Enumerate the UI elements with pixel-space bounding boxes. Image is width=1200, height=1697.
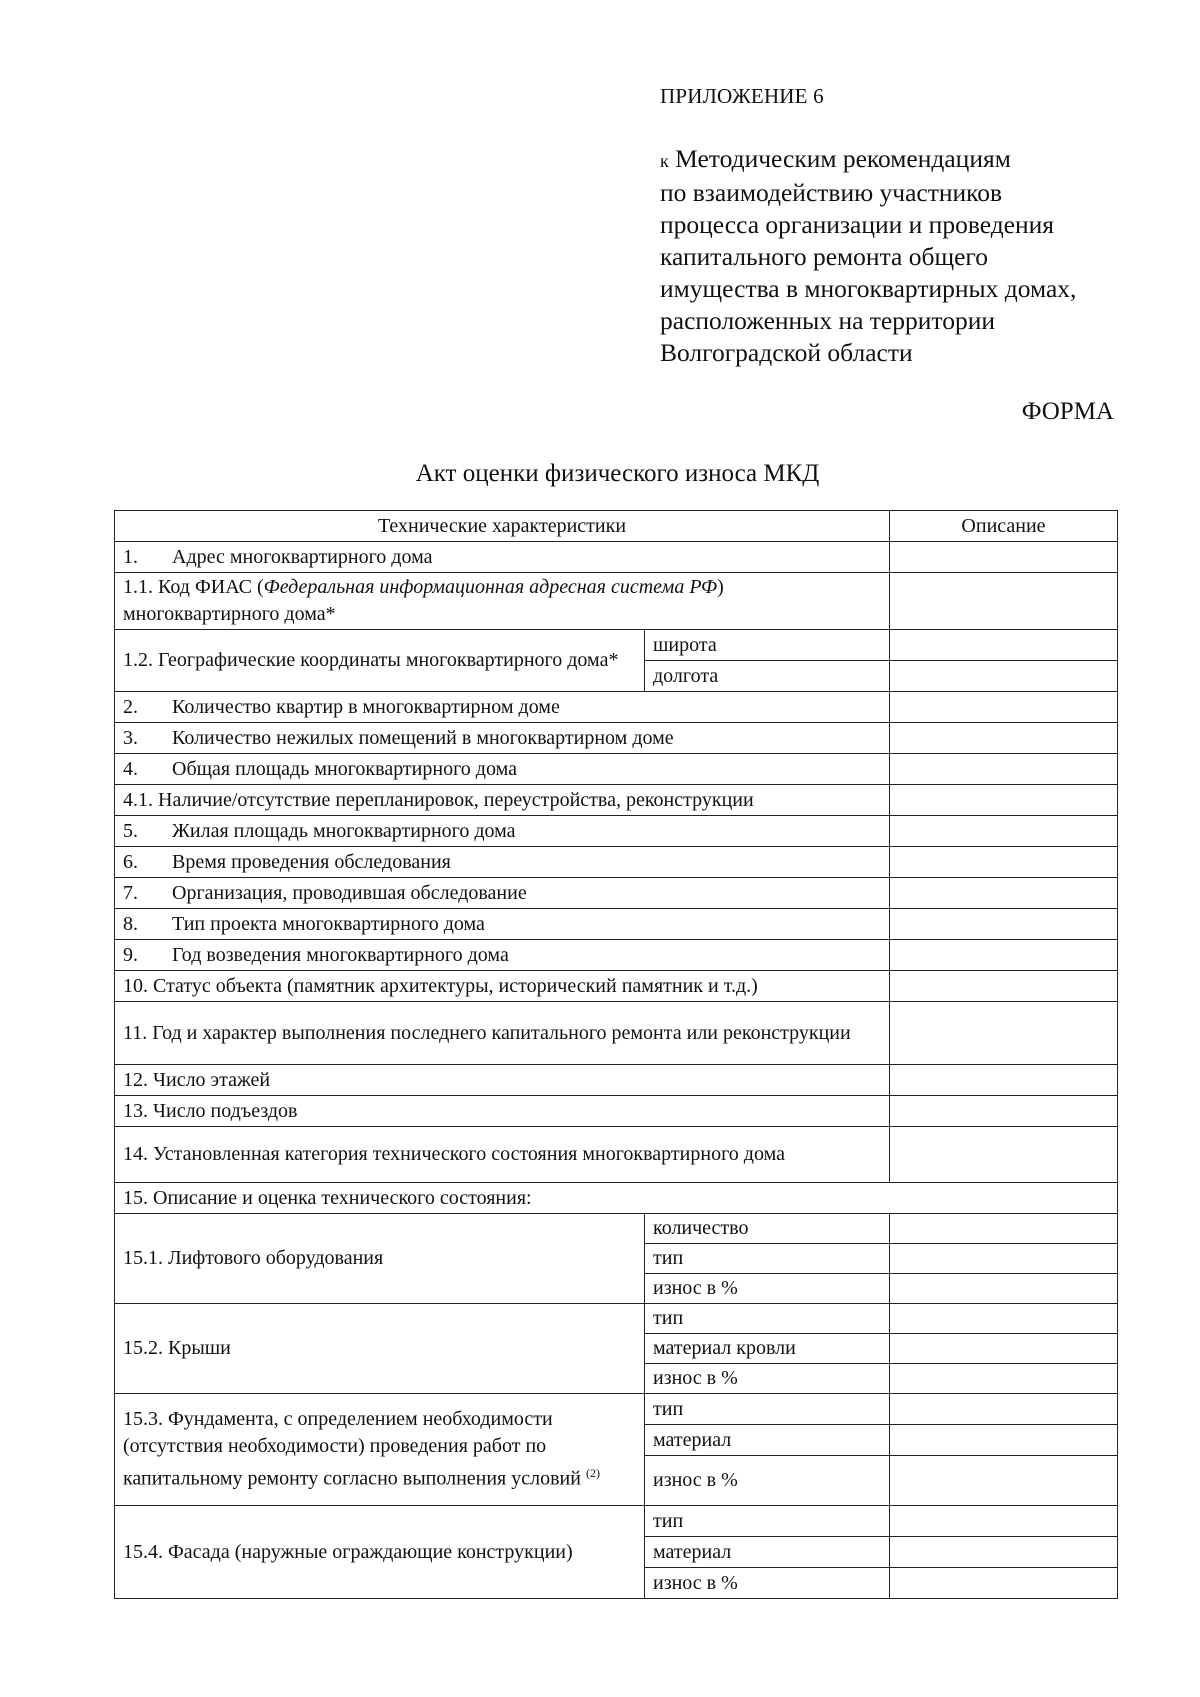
row-15-4-material-value[interactable] — [890, 1537, 1118, 1568]
row-1-1-post: ) — [717, 576, 724, 598]
row-6-num: 6. — [123, 850, 138, 873]
row-14-value[interactable] — [890, 1127, 1118, 1183]
row-6-value[interactable] — [890, 847, 1118, 878]
row-7-label — [115, 878, 890, 909]
row-13-label: 13. Число подъездов — [115, 1096, 890, 1127]
row-2-label — [115, 692, 890, 723]
row-5-text: Жилая площадь многоквартирного дома — [172, 819, 516, 842]
row-15-1-type-value[interactable] — [890, 1244, 1118, 1274]
row-6-label — [115, 847, 890, 878]
row-2-num: 2. — [123, 695, 138, 718]
row-1-num: 1. — [123, 545, 138, 568]
row-15-1-wear-value[interactable] — [890, 1274, 1118, 1304]
table-row — [115, 542, 1118, 573]
row-15-2-sub-wear: износ в % — [645, 1364, 890, 1394]
table-row — [115, 1304, 1118, 1334]
row-12-value[interactable] — [890, 1065, 1118, 1096]
row-6-text: Время проведения обследования — [172, 850, 451, 873]
row-15-1-sub-type: тип — [645, 1244, 890, 1274]
table-header-row — [115, 511, 1118, 542]
row-15-3-wear-value[interactable] — [890, 1456, 1118, 1506]
row-1-1-value[interactable] — [890, 573, 1118, 630]
row-3-text: Количество нежилых помещений в многоквартирном доме — [172, 726, 674, 749]
row-15-3-sub-wear: износ в % — [645, 1456, 890, 1506]
row-12-label: 12. Число этажей — [115, 1065, 890, 1096]
row-1-2-latitude-value[interactable] — [890, 630, 1118, 661]
appendix-label: ПРИЛОЖЕНИЕ 6 — [660, 84, 824, 108]
table-row — [115, 940, 1118, 971]
row-5-value[interactable] — [890, 816, 1118, 847]
row-15-1-sub-wear: износ в % — [645, 1274, 890, 1304]
row-9-label — [115, 940, 890, 971]
row-1-1-italic: Федеральная информационная адресная система РФ — [263, 576, 718, 598]
row-7-text: Организация, проводившая обследование — [172, 881, 527, 904]
table-row — [115, 971, 1118, 1002]
row-1-2-sub-longitude: долгота — [645, 661, 890, 692]
ref-prefix: к — [660, 151, 669, 171]
ref-line-0-text: Методическим рекомендациям — [675, 144, 1011, 173]
row-15-2-type-value[interactable] — [890, 1304, 1118, 1334]
appendix-reference — [660, 143, 1076, 369]
row-1-value[interactable] — [890, 542, 1118, 573]
table-row — [115, 692, 1118, 723]
table-row — [115, 630, 1118, 661]
row-11-value[interactable] — [890, 1002, 1118, 1065]
row-4-value[interactable] — [890, 754, 1118, 785]
ref-line-1: по взаимодействию участников — [660, 178, 1003, 207]
row-2-value[interactable] — [890, 692, 1118, 723]
row-15-4-sub-material: материал — [645, 1537, 890, 1568]
row-14-label: 14. Установленная категория технического состояния многоквартирного дома — [115, 1127, 890, 1183]
row-10-value[interactable] — [890, 971, 1118, 1002]
row-15-4-sub-type: тип — [645, 1506, 890, 1537]
col-header-description: Описание — [890, 511, 1118, 542]
row-8-label — [115, 909, 890, 940]
assessment-table — [114, 510, 1118, 1599]
table-row — [115, 847, 1118, 878]
ref-line-4: имущества в многоквартирных домах, — [660, 274, 1077, 303]
ref-line-5: расположенных на территории — [660, 306, 995, 335]
table-row — [115, 1127, 1118, 1183]
row-5-label — [115, 816, 890, 847]
row-4-num: 4. — [123, 757, 138, 780]
row-4-text: Общая площадь многоквартирного дома — [172, 757, 517, 780]
table-row — [115, 785, 1118, 816]
table-row — [115, 816, 1118, 847]
row-15-1-label: 15.1. Лифтового оборудования — [115, 1214, 645, 1304]
row-15-2-sub-type: тип — [645, 1304, 890, 1334]
row-8-text: Тип проекта многоквартирного дома — [172, 912, 485, 935]
row-2-text: Количество квартир в многоквартирном доме — [172, 695, 560, 718]
row-15-4-sub-wear: износ в % — [645, 1568, 890, 1599]
row-9-value[interactable] — [890, 940, 1118, 971]
row-3-value[interactable] — [890, 723, 1118, 754]
row-1-2-label: 1.2. Географические координаты многоквартирного дома* — [115, 630, 645, 692]
table-row — [115, 723, 1118, 754]
row-15-3-text: 15.3. Фундамента, с определением необходимости (отсутствия необходимости) проведения работ по капитальному ремонту согласно выполнения условий — [123, 1408, 581, 1490]
table-row — [115, 1002, 1118, 1065]
row-9-text: Год возведения многоквартирного дома — [172, 943, 509, 966]
ref-line-0 — [660, 143, 1076, 177]
row-15-2-material-value[interactable] — [890, 1334, 1118, 1364]
row-7-num: 7. — [123, 881, 138, 904]
table-row — [115, 909, 1118, 940]
table-row — [115, 1065, 1118, 1096]
row-15-4-type-value[interactable] — [890, 1506, 1118, 1537]
row-15-4-label: 15.4. Фасада (наружные ограждающие конструкции) — [115, 1506, 645, 1599]
table-row — [115, 754, 1118, 785]
ref-line-6: Волгоградской области — [660, 338, 913, 367]
row-15-3-sub-type: тип — [645, 1394, 890, 1425]
row-15-2-wear-value[interactable] — [890, 1364, 1118, 1394]
row-15-2-label: 15.2. Крыши — [115, 1304, 645, 1394]
row-15-2-sub-material: материал кровли — [645, 1334, 890, 1364]
table-row — [115, 878, 1118, 909]
row-8-value[interactable] — [890, 909, 1118, 940]
row-1-1-line2: многоквартирного дома* — [123, 603, 336, 625]
table-row — [115, 1214, 1118, 1244]
row-5-num: 5. — [123, 819, 138, 842]
row-15-label: 15. Описание и оценка технического состояния: — [115, 1183, 1118, 1214]
ref-line-3: капитального ремонта общего — [660, 242, 988, 271]
col-header-characteristics: Технические характеристики — [115, 511, 890, 542]
row-1-text: Адрес многоквартирного дома — [172, 545, 433, 568]
table-row — [115, 573, 1118, 630]
row-9-num: 9. — [123, 943, 138, 966]
row-15-3-material-value[interactable] — [890, 1425, 1118, 1456]
row-4-label — [115, 754, 890, 785]
row-3-num: 3. — [123, 726, 138, 749]
ref-line-2: процесса организации и проведения — [660, 210, 1055, 239]
row-15-4-wear-value[interactable] — [890, 1568, 1118, 1599]
row-1-1-pre: 1.1. Код ФИАС ( — [123, 576, 264, 598]
row-15-3-footnote: (2) — [585, 1466, 600, 1481]
table-row — [115, 1394, 1118, 1425]
table-row — [115, 1183, 1118, 1214]
row-4-1-label: 4.1. Наличие/отсутствие перепланировок, переустройства, реконструкции — [115, 785, 890, 816]
row-3-label — [115, 723, 890, 754]
form-label: ФОРМА — [1021, 398, 1114, 425]
row-10-label: 10. Статус объекта (памятник архитектуры, исторический памятник и т.д.) — [115, 971, 890, 1002]
row-15-3-sub-material: материал — [645, 1425, 890, 1456]
row-7-value[interactable] — [890, 878, 1118, 909]
row-15-1-sub-count: количество — [645, 1214, 890, 1244]
row-13-value[interactable] — [890, 1096, 1118, 1127]
row-15-3-label — [115, 1394, 645, 1506]
table-row — [115, 1506, 1118, 1537]
row-1-1-label — [115, 573, 890, 630]
row-15-3-type-value[interactable] — [890, 1394, 1118, 1425]
row-1-label — [115, 542, 890, 573]
row-1-2-longitude-value[interactable] — [890, 661, 1118, 692]
table-row — [115, 1096, 1118, 1127]
row-8-num: 8. — [123, 912, 138, 935]
row-4-1-value[interactable] — [890, 785, 1118, 816]
row-15-1-count-value[interactable] — [890, 1214, 1118, 1244]
document-title: Акт оценки физического износа МКД — [415, 460, 820, 487]
row-11-label: 11. Год и характер выполнения последнего капитального ремонта или реконструкции — [115, 1002, 890, 1065]
row-1-2-sub-latitude: широта — [645, 630, 890, 661]
